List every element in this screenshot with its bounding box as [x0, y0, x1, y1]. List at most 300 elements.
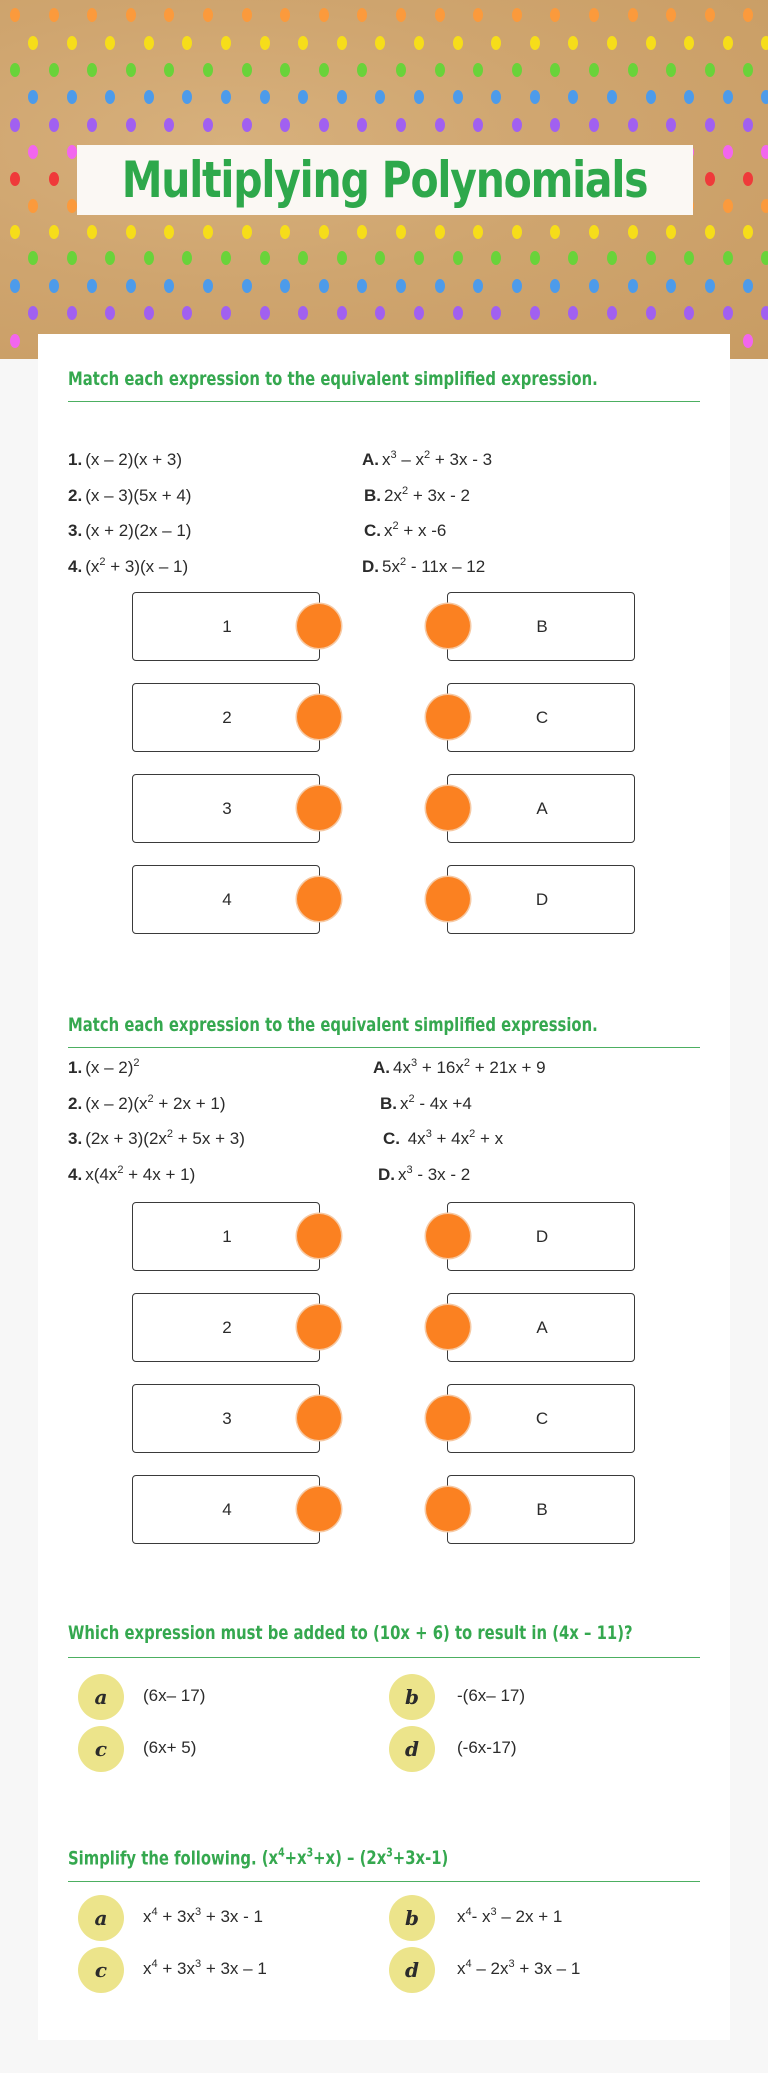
match-connector-handle[interactable]	[426, 695, 470, 739]
decorative-dot	[684, 90, 694, 104]
decorative-dot	[396, 118, 406, 132]
decorative-dot	[512, 225, 522, 239]
decorative-dot	[105, 251, 115, 265]
item-letter: D.	[378, 1164, 395, 1184]
page-title: Multiplying Polynomials	[122, 151, 648, 209]
decorative-dot	[221, 306, 231, 320]
match-connector-handle[interactable]	[426, 1305, 470, 1349]
decorative-dot	[743, 279, 753, 293]
decorative-dot	[280, 8, 290, 22]
decorative-dot	[646, 306, 656, 320]
decorative-dot	[260, 90, 270, 104]
match-connector-handle[interactable]	[297, 604, 341, 648]
match-target-label: C	[535, 1408, 549, 1428]
exponent: 3	[306, 1846, 314, 1860]
match-source-box[interactable]	[132, 1475, 320, 1544]
expression-text: $5x^2 - 11x - 12$	[382, 555, 486, 576]
decorative-dot	[357, 8, 367, 22]
expression-text: (x – 2)(x + 3)	[85, 450, 183, 469]
decorative-dot	[491, 306, 501, 320]
divider	[68, 1047, 700, 1048]
decorative-dot	[684, 306, 694, 320]
decorative-dot	[182, 36, 192, 50]
match-source-label: 2	[222, 707, 232, 727]
expression-text: (x – 2)$^2$	[85, 1057, 140, 1077]
decorative-dot	[203, 8, 213, 22]
decorative-dot	[530, 90, 540, 104]
decorative-dot	[319, 63, 329, 77]
item-letter: A.	[373, 1058, 390, 1077]
match-connector-handle[interactable]	[297, 1214, 341, 1258]
exponent: 2	[399, 555, 407, 568]
match-source-label: 2	[222, 1317, 232, 1337]
decorative-dot	[473, 118, 483, 132]
match-connector-handle[interactable]	[297, 786, 341, 830]
match-target-box[interactable]	[447, 1475, 635, 1544]
decorative-dot	[646, 90, 656, 104]
exponent: 2	[469, 1128, 476, 1140]
exponent: 3	[490, 1906, 497, 1918]
decorative-dot	[705, 63, 715, 77]
decorative-dot	[28, 90, 38, 104]
match-target-box[interactable]	[447, 774, 635, 843]
decorative-dot	[530, 36, 540, 50]
expression-item	[68, 486, 191, 506]
match-connector-handle[interactable]	[426, 1214, 470, 1258]
match-source-box[interactable]	[132, 1293, 320, 1362]
decorative-dot	[628, 279, 638, 293]
decorative-dot	[628, 118, 638, 132]
decorative-dot	[87, 8, 97, 22]
decorative-dot	[67, 145, 77, 159]
option-text: (6x+ 5)	[143, 1738, 197, 1757]
decorative-dot	[666, 225, 676, 239]
answer-item	[364, 486, 470, 506]
decorative-dot	[242, 118, 252, 132]
decorative-dot	[435, 279, 445, 293]
match-target-box[interactable]	[447, 592, 635, 661]
decorative-dot	[684, 251, 694, 265]
decorative-dot	[357, 118, 367, 132]
decorative-dot	[260, 36, 270, 50]
decorative-dot	[126, 279, 136, 293]
match-target-label: D	[535, 889, 549, 909]
option-badge[interactable]: a	[78, 1895, 124, 1941]
decorative-dot	[743, 8, 753, 22]
expression-text: $(x^2 + 3)(x - 1)$	[85, 555, 189, 576]
decorative-dot	[646, 36, 656, 50]
match-connector-handle[interactable]	[297, 695, 341, 739]
decorative-dot	[298, 306, 308, 320]
decorative-dot	[221, 36, 231, 50]
decorative-dot	[357, 279, 367, 293]
divider	[68, 1881, 700, 1882]
decorative-dot	[319, 8, 329, 22]
expression-text: $x^2 + x$ -6	[384, 520, 447, 540]
decorative-dot	[67, 306, 77, 320]
match-connector-handle[interactable]	[426, 786, 470, 830]
decorative-dot	[144, 90, 154, 104]
answer-item	[380, 1094, 472, 1114]
decorative-dot	[568, 251, 578, 265]
option-text: (-6x-17)	[457, 1738, 517, 1757]
decorative-dot	[550, 225, 560, 239]
decorative-dot	[589, 118, 599, 132]
decorative-dot	[530, 306, 540, 320]
decorative-dot	[666, 8, 676, 22]
decorative-dot	[761, 306, 768, 320]
match-connector-handle[interactable]	[426, 604, 470, 648]
decorative-dot	[435, 225, 445, 239]
divider	[68, 1657, 700, 1658]
decorative-dot	[105, 36, 115, 50]
decorative-dot	[473, 279, 483, 293]
decorative-dot	[182, 306, 192, 320]
decorative-dot	[414, 306, 424, 320]
decorative-dot	[67, 36, 77, 50]
match-source-box[interactable]	[132, 1202, 320, 1271]
decorative-dot	[453, 90, 463, 104]
match-source-label: 4	[222, 889, 232, 909]
decorative-dot	[705, 279, 715, 293]
decorative-dot	[666, 279, 676, 293]
match-target-label: A	[536, 1317, 548, 1337]
decorative-dot	[723, 145, 733, 159]
match-connector-handle[interactable]	[297, 877, 341, 921]
option-text: $x^4-$ $x^3 - 2x + 1$	[457, 1906, 563, 1926]
decorative-dot	[396, 225, 406, 239]
decorative-dot	[10, 118, 20, 132]
decorative-dot	[589, 8, 599, 22]
answer-item	[364, 521, 446, 541]
decorative-dot	[512, 279, 522, 293]
decorative-dot	[203, 225, 213, 239]
exponent: 4	[465, 1906, 472, 1918]
decorative-dot	[607, 36, 617, 50]
decorative-dot	[705, 8, 715, 22]
option-badge[interactable]: b	[389, 1674, 435, 1720]
expression-text: $(2x + 3)(2x^2 + 5x + 3)$	[85, 1128, 245, 1148]
item-letter: B.	[364, 485, 381, 505]
exponent: 2	[117, 1163, 124, 1176]
decorative-dot	[10, 172, 20, 186]
decorative-dot	[473, 8, 483, 22]
match-target-label: C	[535, 707, 549, 727]
option-badge[interactable]: b	[389, 1895, 435, 1941]
exponent: 2	[424, 449, 431, 461]
decorative-dot	[67, 251, 77, 265]
match-source-box[interactable]	[132, 865, 320, 934]
divider	[68, 401, 700, 402]
decorative-dot	[28, 199, 38, 213]
match-target-label: A	[536, 798, 548, 818]
match-target-box[interactable]	[447, 865, 635, 934]
expression-text: $x(4x^2 + 4x + 1)$	[85, 1163, 196, 1184]
match-source-label: 4	[222, 1499, 232, 1519]
decorative-dot	[414, 36, 424, 50]
decorative-dot	[628, 225, 638, 239]
match-target-box[interactable]	[447, 683, 635, 752]
exponent: 3	[410, 1057, 418, 1069]
decorative-dot	[743, 334, 753, 348]
decorative-dot	[628, 63, 638, 77]
decorative-dot	[491, 90, 501, 104]
decorative-dot	[49, 225, 59, 239]
match-target-label: B	[536, 616, 548, 636]
decorative-dot	[319, 225, 329, 239]
section-heading: Match each expression to the equivalent simplified expression.	[68, 368, 598, 390]
expression-item	[68, 1165, 195, 1185]
expression-text: $x^3 - x^2 + 3x - 3$	[382, 449, 493, 469]
decorative-dot	[221, 251, 231, 265]
match-connector-handle[interactable]	[297, 1396, 341, 1440]
header-banner	[0, 0, 768, 359]
answer-item	[362, 557, 485, 577]
decorative-dot	[182, 251, 192, 265]
option-text: $x^4 - 2x^3 + 3x - 1$	[457, 1958, 581, 1978]
match-connector-handle[interactable]	[426, 1487, 470, 1531]
decorative-dot	[319, 118, 329, 132]
option-text: $x^4 + 3x^3 + 3x - 1$	[143, 1958, 267, 1978]
decorative-dot	[49, 172, 59, 186]
decorative-dot	[550, 279, 560, 293]
decorative-dot	[10, 225, 20, 239]
match-source-box[interactable]	[132, 592, 320, 661]
title-box	[77, 145, 693, 215]
decorative-dot	[105, 306, 115, 320]
decorative-dot	[242, 225, 252, 239]
decorative-dot	[260, 251, 270, 265]
match-source-label: 1	[222, 616, 232, 636]
decorative-dot	[743, 63, 753, 77]
expression-text: $x^2 - 4x +4$	[400, 1092, 472, 1113]
decorative-dot	[684, 36, 694, 50]
decorative-dot	[67, 199, 77, 213]
match-connector-handle[interactable]	[297, 1305, 341, 1349]
exponent: 2	[392, 520, 399, 532]
decorative-dot	[550, 118, 560, 132]
decorative-dot	[607, 90, 617, 104]
decorative-dot	[164, 8, 174, 22]
decorative-dot	[607, 306, 617, 320]
decorative-dot	[375, 36, 385, 50]
item-number: 3.	[68, 1129, 83, 1148]
decorative-dot	[242, 63, 252, 77]
decorative-dot	[164, 118, 174, 132]
decorative-dot	[337, 90, 347, 104]
decorative-dot	[126, 225, 136, 239]
decorative-dot	[203, 279, 213, 293]
exponent: 3	[425, 1128, 432, 1140]
decorative-dot	[435, 118, 445, 132]
expression-text: $4x^3 + 4x^2 + x$	[403, 1128, 504, 1148]
decorative-dot	[144, 251, 154, 265]
decorative-dot	[705, 172, 715, 186]
decorative-dot	[589, 279, 599, 293]
decorative-dot	[568, 90, 578, 104]
exponent: 3	[386, 1846, 393, 1860]
decorative-dot	[435, 63, 445, 77]
decorative-dot	[126, 118, 136, 132]
expression-text: (x + 2)(2x – 1)	[85, 521, 192, 540]
decorative-dot	[337, 36, 347, 50]
item-number: 3.	[68, 521, 83, 540]
exponent: 4	[465, 1958, 472, 1970]
decorative-dot	[646, 251, 656, 265]
decorative-dot	[743, 225, 753, 239]
match-target-box[interactable]	[447, 1293, 635, 1362]
section-heading: Which expression must be added to (10x + 6) to result in (4x – 11)?	[68, 1622, 633, 1644]
decorative-dot	[761, 199, 768, 213]
item-letter: D.	[362, 556, 379, 576]
decorative-dot	[49, 63, 59, 77]
section-heading	[68, 1846, 561, 1869]
decorative-dot	[512, 118, 522, 132]
match-target-box[interactable]	[447, 1384, 635, 1453]
exponent: 2	[408, 1092, 415, 1105]
decorative-dot	[203, 63, 213, 77]
decorative-dot	[28, 251, 38, 265]
decorative-dot	[396, 63, 406, 77]
decorative-dot	[182, 90, 192, 104]
decorative-dot	[375, 90, 385, 104]
decorative-dot	[144, 36, 154, 50]
item-number: 1.	[68, 1058, 83, 1077]
decorative-dot	[280, 279, 290, 293]
decorative-dot	[396, 8, 406, 22]
decorative-dot	[357, 225, 367, 239]
exponent: 2	[99, 555, 106, 568]
option-badge[interactable]: c	[78, 1947, 124, 1993]
exponent: 4	[151, 1958, 158, 1970]
exponent: 2	[166, 1128, 174, 1140]
decorative-dot	[589, 225, 599, 239]
decorative-dot	[87, 279, 97, 293]
decorative-dot	[49, 279, 59, 293]
expression-item	[68, 521, 191, 541]
match-source-box[interactable]	[132, 683, 320, 752]
decorative-dot	[337, 306, 347, 320]
decorative-dot	[491, 251, 501, 265]
exponent: 2	[147, 1092, 154, 1105]
decorative-dot	[512, 8, 522, 22]
decorative-dot	[666, 63, 676, 77]
section-heading: Match each expression to the equivalent simplified expression.	[68, 1014, 598, 1036]
expression-item	[68, 557, 188, 577]
match-connector-handle[interactable]	[297, 1487, 341, 1531]
exponent: 2	[401, 484, 409, 497]
exponent: 3	[406, 1163, 413, 1176]
option-badge[interactable]: a	[78, 1674, 124, 1720]
match-connector-handle[interactable]	[426, 1396, 470, 1440]
decorative-dot	[10, 8, 20, 22]
decorative-dot	[761, 36, 768, 50]
match-target-label: D	[535, 1226, 549, 1246]
option-badge[interactable]: d	[389, 1726, 435, 1772]
decorative-dot	[105, 90, 115, 104]
decorative-dot	[87, 63, 97, 77]
decorative-dot	[164, 279, 174, 293]
decorative-dot	[375, 251, 385, 265]
item-letter: A.	[362, 450, 379, 469]
answer-item	[362, 450, 492, 470]
exponent: 3	[194, 1906, 202, 1918]
item-letter: C.	[383, 1129, 400, 1148]
exponent: 4	[151, 1906, 158, 1918]
expression-text: $x^3 - 3x - 2$	[398, 1163, 471, 1184]
decorative-dot	[10, 334, 20, 348]
decorative-dot	[743, 172, 753, 186]
decorative-dot	[723, 90, 733, 104]
option-badge[interactable]: d	[389, 1947, 435, 1993]
expression-item	[68, 450, 182, 470]
match-source-box[interactable]	[132, 1384, 320, 1453]
decorative-dot	[743, 118, 753, 132]
decorative-dot	[453, 306, 463, 320]
item-number: 1.	[68, 450, 83, 469]
decorative-dot	[473, 63, 483, 77]
decorative-dot	[530, 251, 540, 265]
option-text: -(6x– 17)	[457, 1686, 526, 1705]
expression-item	[68, 1058, 140, 1078]
decorative-dot	[298, 90, 308, 104]
decorative-dot	[550, 8, 560, 22]
item-number: 4.	[68, 1164, 83, 1184]
decorative-dot	[607, 251, 617, 265]
decorative-dot	[298, 251, 308, 265]
decorative-dot	[723, 306, 733, 320]
decorative-dot	[414, 251, 424, 265]
decorative-dot	[49, 118, 59, 132]
expression-text: $(x - 2)(x^2 + 2x + 1)$	[85, 1092, 226, 1113]
exponent: 2	[463, 1057, 471, 1069]
decorative-dot	[164, 225, 174, 239]
item-number: 2.	[68, 1093, 83, 1113]
heading-expression: $(x^4+x^3+x) - (2x^3+3x-1)$	[261, 1846, 449, 1870]
decorative-dot	[242, 279, 252, 293]
match-target-box[interactable]	[447, 1202, 635, 1271]
option-text: $x^4 + 3x^3 + 3x - 1$	[143, 1906, 263, 1926]
heading-prefix: Simplify the following.	[68, 1847, 262, 1870]
match-connector-handle[interactable]	[426, 877, 470, 921]
decorative-dot	[761, 251, 768, 265]
decorative-dot	[396, 279, 406, 293]
decorative-dot	[260, 306, 270, 320]
decorative-dot	[666, 118, 676, 132]
decorative-dot	[414, 90, 424, 104]
decorative-dot	[723, 36, 733, 50]
option-badge[interactable]: c	[78, 1726, 124, 1772]
decorative-dot	[723, 251, 733, 265]
decorative-dot	[568, 36, 578, 50]
expression-text: $4x^3 + 16x^2 + 21x + 9$	[393, 1057, 546, 1077]
decorative-dot	[164, 63, 174, 77]
expression-item	[68, 1094, 225, 1114]
match-source-box[interactable]	[132, 774, 320, 843]
decorative-dot	[242, 8, 252, 22]
decorative-dot	[280, 118, 290, 132]
decorative-dot	[298, 36, 308, 50]
decorative-dot	[628, 8, 638, 22]
decorative-dot	[435, 8, 445, 22]
decorative-dot	[126, 63, 136, 77]
decorative-dot	[337, 251, 347, 265]
decorative-dot	[49, 8, 59, 22]
decorative-dot	[87, 118, 97, 132]
match-source-label: 1	[222, 1226, 232, 1246]
decorative-dot	[126, 8, 136, 22]
answer-item	[378, 1165, 470, 1185]
